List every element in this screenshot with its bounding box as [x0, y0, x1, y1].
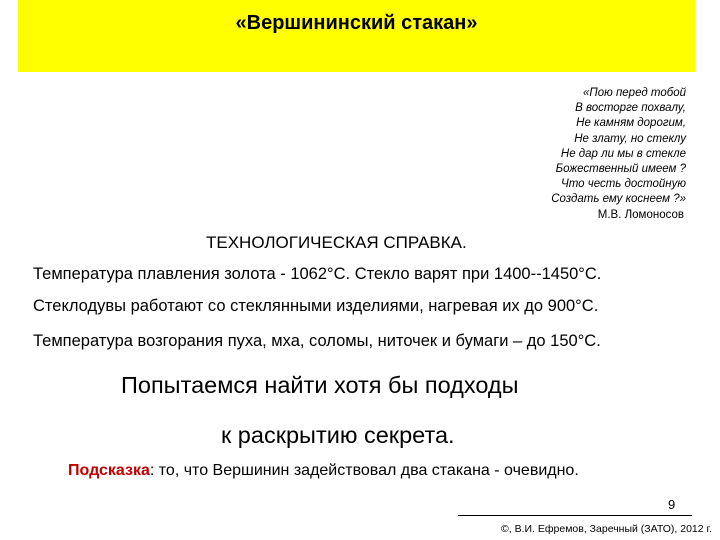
epigraph-line: Не дар ли мы в стекле [560, 147, 686, 160]
prompt-line-1: Попытаемся найти хотя бы подходы [121, 372, 519, 398]
epigraph-line: Божественный имеем ? [555, 163, 686, 176]
epigraph-author: М.В. Ломоносов [597, 208, 684, 221]
copyright: ©, В.И. Ефремов, Заречный (ЗАТО), 2012 г. [501, 523, 712, 535]
epigraph-line: «Пою перед тобой [582, 87, 686, 99]
fact-ignition-temperature: Температура возгорания пуха, мха, соломы, ниточек и бумаги – до 150°С. [33, 332, 601, 350]
hint [68, 462, 579, 480]
fact-glassblowers: Стеклодувы работают со стеклянными изделиями, нагревая их до 900°С. [33, 297, 599, 315]
section-heading: ТЕХНОЛОГИЧЕСКАЯ СПРАВКА. [206, 233, 467, 252]
page-number: 9 [668, 497, 676, 512]
epigraph-line: Не камням дорогим, [576, 117, 686, 130]
epigraph-line: Не злату, но стеклу [574, 132, 686, 145]
hint-label: Подсказка [68, 462, 150, 479]
epigraph-line: Создать ему коснеем ?» [551, 193, 686, 206]
epigraph [486, 86, 686, 223]
title-banner [18, 0, 695, 72]
fact-gold-melting: Температура плавления золота - 1062°С. Стекло варят при 1400--1450°С. [33, 265, 602, 283]
epigraph-line: В восторге похвалу, [575, 102, 686, 115]
prompt-line-2: к раскрытию секрета. [221, 422, 455, 448]
hint-text: : то, что Вершинин задействовал два стакана - очевидно. [149, 462, 579, 479]
epigraph-line: Что честь достойную [560, 178, 686, 191]
footer-divider [458, 515, 692, 516]
slide-title: «Вершининский стакан» [235, 11, 478, 34]
